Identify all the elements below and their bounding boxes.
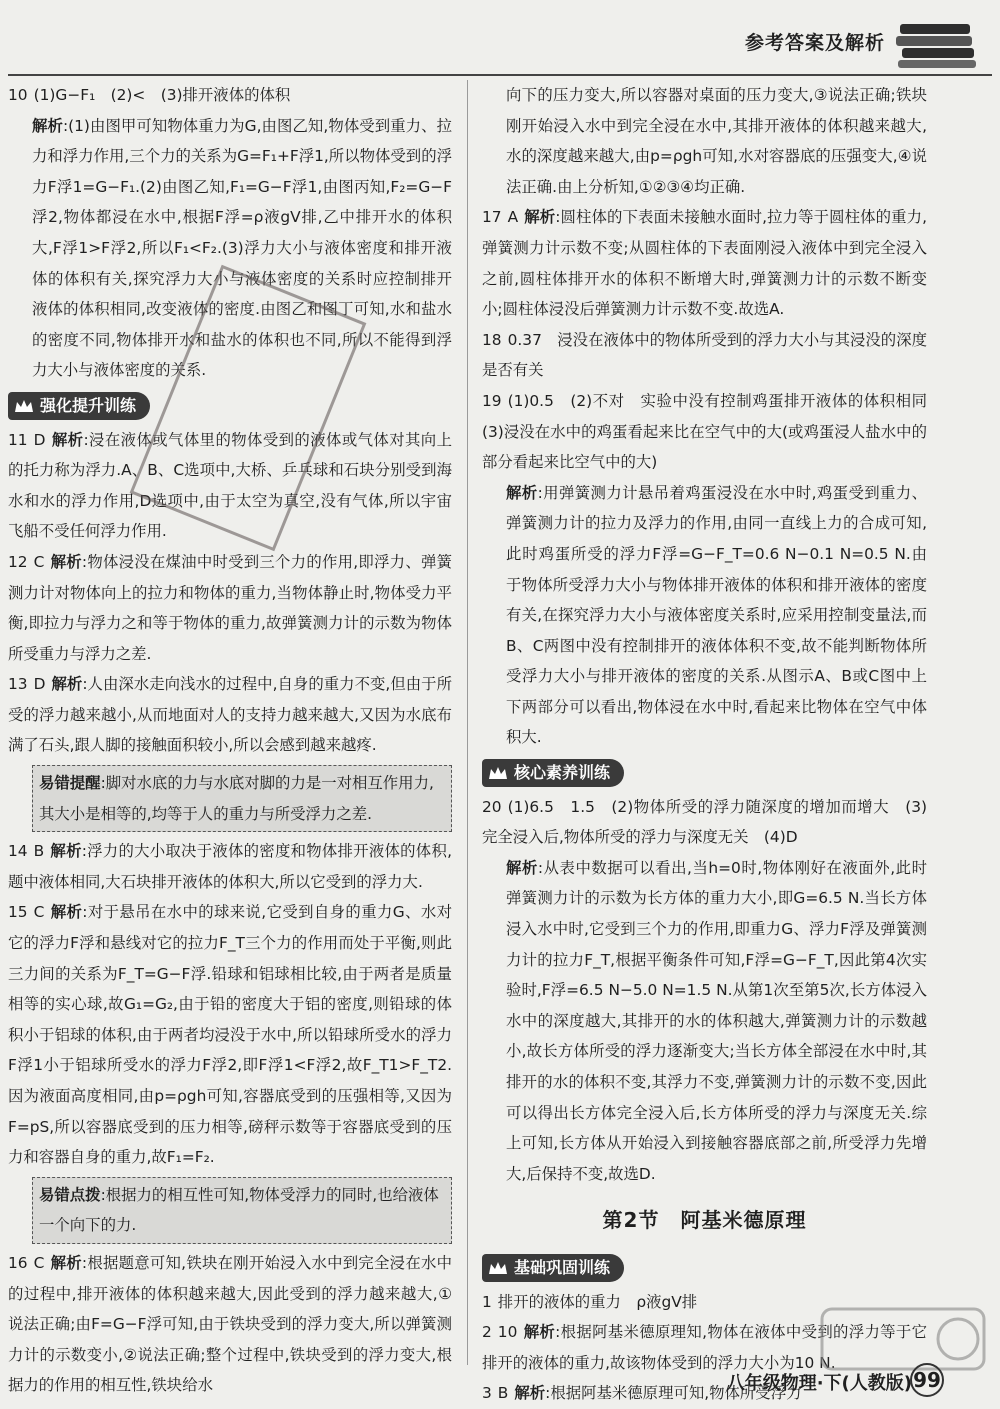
question-number: 15 — [8, 903, 28, 922]
question-18 — [482, 325, 927, 386]
books-icon — [892, 18, 982, 70]
question-number: 19 — [482, 391, 502, 410]
analysis-text: :浮力的大小取决于液体的密度和物体排开液体的体积,题中液体相同,大石块排开液体的体积大,所以它受到的浮力大. — [8, 842, 452, 891]
analysis-label: 解析 — [50, 903, 83, 922]
watermark-logo — [818, 1299, 988, 1379]
section-badge-basic — [482, 1254, 624, 1282]
section-title: 第2节 阿基米德原理 — [602, 1208, 807, 1233]
crown-icon — [488, 1260, 508, 1276]
question-16 — [8, 1248, 452, 1401]
question-number: 3 — [482, 1384, 492, 1403]
question-19 — [482, 386, 943, 753]
header-rule — [8, 74, 992, 76]
analysis-label: 解析 — [51, 675, 83, 694]
question-number: 16 — [8, 1253, 28, 1272]
section-label: 强化提升训练 — [40, 395, 137, 415]
section-label: 核心素养训练 — [514, 762, 611, 782]
analysis-label: 解析 — [50, 1253, 82, 1272]
crown-icon — [14, 398, 34, 414]
tip-label: 易错点拨 — [39, 1185, 101, 1204]
answer: C — [33, 552, 45, 571]
question-number: 14 — [8, 842, 28, 861]
analysis-text: :物体浸没在煤油中时受到三个力的作用,即浮力、弹簧测力计对物体向上的拉力和物体的重力,当物体静止时,物体受力平衡,即拉力与浮力之和等于物体的重力,故弹簧测力计的示数为物体所受重力与浮力之差. — [8, 552, 452, 663]
right-column — [482, 80, 943, 1409]
question-13 — [8, 669, 452, 761]
analysis-text: :根据阿基米德原理知,物体在液体中受到的浮力等于它排开的液体的重力,故该物体受到的浮力大小为10 N. — [482, 1323, 927, 1372]
analysis-text: :圆柱体的下表面未接触水面时,拉力等于圆柱体的重力,弹簧测力计示数不变;从圆柱体的下表面刚浸入液体中到完全浸入之前,圆柱体排开水的体积不断增大时,弹簧测力计的示数不断变小;圆柱体浸没后弹簧测力计示数不变.故选A. — [482, 208, 927, 319]
answer: A — [507, 208, 519, 227]
analysis-text: :对于悬吊在水中的球来说,它受到自身的重力G、水对它的浮力F浮和悬线对它的拉力F_T三个力的作用而处于平衡,则此三力间的关系为F_T=G−F浮.铅球和铝球相比较,由于两者是质量相等的实心球,故G₁=G₂,由于铅的密度大于铝的密度,则铅球的体积小于铝球的体积,由于两者均浸没于水中,所以铅球所受水的浮力F浮1小于铝球所受水的浮力F浮2,即F浮1<F浮2,故F_T1>F_T2.因为液面高度相同,由p=ρgh可知,容器底受到的压强相等,又因为F=pS,所以容器底受到的压力相等,磅秤示数等于容器底受到的压力和容器自身的重力,故F₁=F₂. — [8, 903, 452, 1167]
analysis-text: :人由深水走向浅水的过程中,自身的重力不变,但由于所受的浮力越来越小,从而地面对人的支持力越来越大,又因为水底布满了石头,跟人脚的接触面积较小,所以会感到越来越疼. — [8, 675, 452, 755]
answer: C — [33, 1253, 45, 1272]
answer: 0.37 浸没在液体中的物体所受到的浮力大小与其浸没的深度是否有关 — [482, 330, 927, 380]
question-15 — [8, 897, 452, 1172]
header-title: 参考答案及解析 — [744, 32, 885, 54]
analysis-label: 解析 — [506, 483, 538, 502]
answer: (1)0.5 (2)不对 实验中没有控制鸡蛋排开液体的体积相同 (3)浸没在水中的鸡蛋看起来比在空气中的大(或鸡蛋浸人盐水中的部分看起来比空气中的大) — [482, 391, 943, 472]
column-divider — [467, 80, 468, 1365]
answer: C — [33, 903, 45, 922]
answer: 排开的液体的重力 ρ液gV排 — [497, 1292, 698, 1311]
analysis-text: :浸在液体或气体里的物体受到的液体或气体对其向上的托力称为浮力.A、B、C选项中,大桥、乒乓球和石块分别受到海水和水的浮力作用,D选项中,由于太空为真空,没有气体,所以宇宙飞船不受任何浮力作用. — [8, 430, 452, 541]
answer: (1)6.5 1.5 (2)物体所受的浮力随深度的增加而增大 (3)完全浸入后,物体所受的浮力与深度无关 (4)D — [482, 797, 927, 847]
question-20 — [482, 792, 927, 1190]
analysis-label: 解析 — [506, 858, 538, 877]
analysis-text: :根据题意可知,铁块在刚开始浸入水中到完全浸在水中的过程中,排开液体的体积越来越大,因此受到的浮力越来越大,①说法正确;由F=G−F浮可知,由于铁块受到的浮力变大,所以弹簧测力计的示数变小,②说法正确;整个过程中,铁块受到的浮力变大,根据力的作用的相互性,铁块给水 — [8, 1253, 452, 1395]
answer: (1)G−F₁ (2)< (3)排开液体的体积 — [33, 86, 291, 104]
question-17 — [482, 202, 927, 324]
page-number: 99 — [910, 1363, 944, 1397]
question-14 — [8, 836, 452, 897]
question-number: 10 — [8, 86, 28, 104]
analysis-label: 解析 — [51, 430, 84, 449]
crown-icon — [488, 765, 508, 781]
question-number: 12 — [8, 552, 28, 571]
tip-text: :脚对水底的力与水底对脚的力是一对相互作用力,其大小是相等的,均等于人的重力与所受浮力之差. — [39, 774, 434, 823]
section-label: 基础巩固训练 — [514, 1257, 611, 1277]
question-number: 20 — [482, 797, 502, 816]
answer: 10 — [497, 1323, 518, 1342]
footer-book-title: 八年级物理·下(人教版) — [726, 1373, 912, 1394]
tip-text: :根据力的相互性可知,物体受浮力的同时,也给液体一个向下的力. — [39, 1185, 439, 1235]
tip-label: 易错提醒 — [39, 774, 101, 793]
question-number: 13 — [8, 675, 28, 694]
question-16-continued: 向下的压力变大,所以容器对桌面的压力变大,③说法正确;铁块刚开始浸入水中到完全浸在水中,其排开液体的体积越来越大,水的深度越来越大,由p=ρgh可知,水对容器底的压强变大,④说法正确.由上分析知,①②③④均正确. — [506, 86, 927, 196]
analysis-text: :用弹簧测力计悬吊着鸡蛋浸没在水中时,鸡蛋受到重力、弹簧测力计的拉力及浮力的作用,由同一直线上力的合成可知,此时鸡蛋所受的浮力F浮=G−F_T=0.6 N−0.1 N=0.5 N.由于物体所受浮力大小与物体排开液体的体积和排开液体的密度有关,在探究浮力大小与液体密度关系时,应采用控制变量法,而B、C两图中没有控制排开的液体体积不变,故不能判断物体所受浮力大小与排开液体的密度的关系.从图示A、B或C图中上下两部分可以看出,物体浸在水中时,看起来比物体在空气中体积大. — [506, 483, 927, 747]
question-12 — [8, 547, 452, 669]
section-badge-core — [482, 759, 624, 787]
answer: D — [33, 675, 46, 694]
analysis-label: 解析 — [524, 208, 556, 227]
analysis-label: 解析 — [523, 1323, 556, 1342]
analysis-label: 解析 — [50, 842, 82, 861]
question-number: 11 — [8, 430, 28, 449]
analysis-text: :(1)由图甲可知物体重力为G,由图乙知,物体受到重力、拉力和浮力作用,三个力的关系为G=F₁+F浮1,所以物体受到的浮力F浮1=G−F₁.(2)由图乙知,F₁=G−F浮1,由图丙知,F₂=G−F浮2,物体都浸在水中,根据F浮=ρ液gV排,乙中排开水的体积大,F浮1>F浮2,所以F₁<F₂.(3)浮力大小与液体密度和排开液体的体积有关,探究浮力大小与液体密度的关系时应控制排开液体的体积相同,改变液体的密度.由图乙和图丁可知,水和盐水的密度不同,物体排开水和盐水的体积也不同,所以不能得到浮力大小与液体密度的关系. — [32, 116, 452, 380]
question-number: 2 — [482, 1323, 492, 1342]
answer: B — [33, 842, 45, 861]
question-number: 18 — [482, 330, 502, 349]
analysis-label: 解析 — [514, 1384, 546, 1403]
question-number: 1 — [482, 1292, 492, 1311]
analysis-text: :根据阿基米德原理可知,物体所受浮力 — [545, 1384, 802, 1403]
analysis-label: 解析 — [50, 552, 82, 571]
tip-box-error-guide — [32, 1177, 452, 1244]
answer: B — [497, 1384, 509, 1403]
analysis-text: :从表中数据可以看出,当h=0时,物体刚好在液面外,此时弹簧测力计的示数为长方体的重力大小,即G=6.5 N.当长方体浸入水中时,它受到三个力的作用,即重力G、浮力F浮及弹簧测力计的拉力F_T,根据平衡条件可知,F浮=G−F_T,因此第4次实验时,F浮=6.5 N−5.0 N=1.5 N.从第1次至第5次,长方体浸入水中的深度越大,其排开的水的体积越大,弹簧测力计的示数越小,故长方体所受的浮力逐渐变大;当长方体全部浸在水中时,其排开的水的体积不变,其浮力不变,弹簧测力计的示数不变,因此可以得出长方体完全浸入后,长方体所受的浮力与深度无关.综上可知,长方体从开始浸入到接触容器底部之前,所受浮力先增大,后保持不变,故选D. — [506, 858, 927, 1183]
tip-box-error-reminder — [32, 765, 452, 832]
analysis-label: 解析 — [32, 116, 63, 135]
question-number: 17 — [482, 208, 502, 227]
answer: D — [33, 430, 46, 449]
section-badge-strengthen — [8, 392, 150, 420]
